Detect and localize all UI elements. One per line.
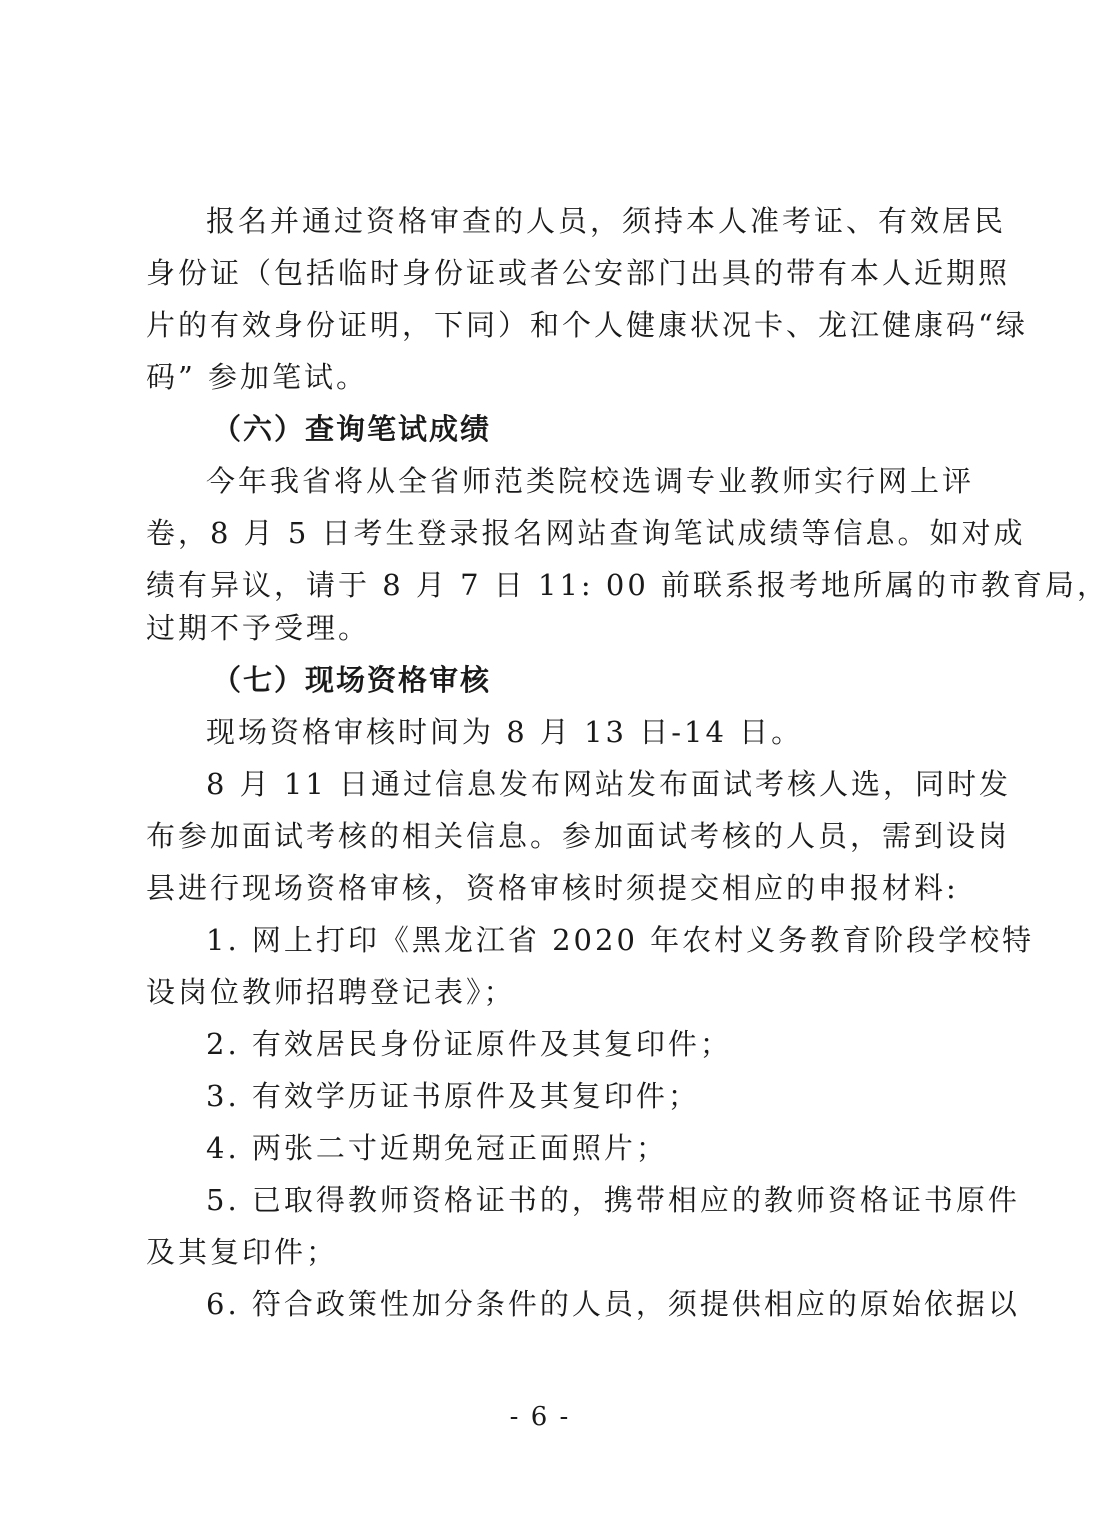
text-line: 布参加面试考核的相关信息。参加面试考核的人员，需到设岗	[146, 819, 1011, 853]
section-heading-6: （六）查询笔试成绩	[212, 412, 492, 446]
text-line: 8 月 11 日通过信息发布网站发布面试考核人选，同时发	[206, 767, 1012, 801]
list-item: 2. 有效居民身份证原件及其复印件；	[206, 1027, 732, 1061]
text-line: 县进行现场资格审核，资格审核时须提交相应的申报材料:	[146, 871, 959, 905]
list-item: 1. 网上打印《黑龙江省 2020 年农村义务教育阶段学校特	[206, 923, 1035, 957]
text-line: 过期不予受理。	[146, 611, 371, 645]
list-item: 6. 符合政策性加分条件的人员，须提供相应的原始依据以	[206, 1287, 1020, 1321]
list-item-continuation: 及其复印件；	[146, 1235, 339, 1269]
list-item: 3. 有效学历证书原件及其复印件；	[206, 1079, 700, 1113]
text-line: 卷，8 月 5 日考生登录报名网站查询笔试成绩等信息。如对成	[146, 516, 1026, 550]
text-line: 码” 参加笔试。	[146, 360, 369, 394]
list-item: 4. 两张二寸近期免冠正面照片；	[206, 1131, 668, 1165]
text-line: 今年我省将从全省师范类院校选调专业教师实行网上评	[206, 464, 975, 498]
review-time-text: 现场资格审核时间为 8 月 13 日-14 日。	[206, 715, 804, 749]
text-line: 报名并通过资格审查的人员，须持本人准考证、有效居民	[206, 204, 1007, 238]
text-line: 片的有效身份证明，下同）和个人健康状况卡、龙江健康码“绿	[146, 308, 1028, 342]
text-line: 绩有异议，请于 8 月 7 日 11: 00 前联系报考地所属的市教育局，	[146, 568, 1109, 602]
section-heading-7: （七）现场资格审核	[212, 663, 492, 697]
page-number: - 6 -	[509, 1402, 571, 1432]
text-line: 身份证（包括临时身份证或者公安部门出具的带有本人近期照	[146, 256, 1011, 290]
list-item-continuation: 设岗位教师招聘登记表》；	[146, 975, 516, 1009]
list-item: 5. 已取得教师资格证书的，携带相应的教师资格证书原件	[206, 1183, 1020, 1217]
